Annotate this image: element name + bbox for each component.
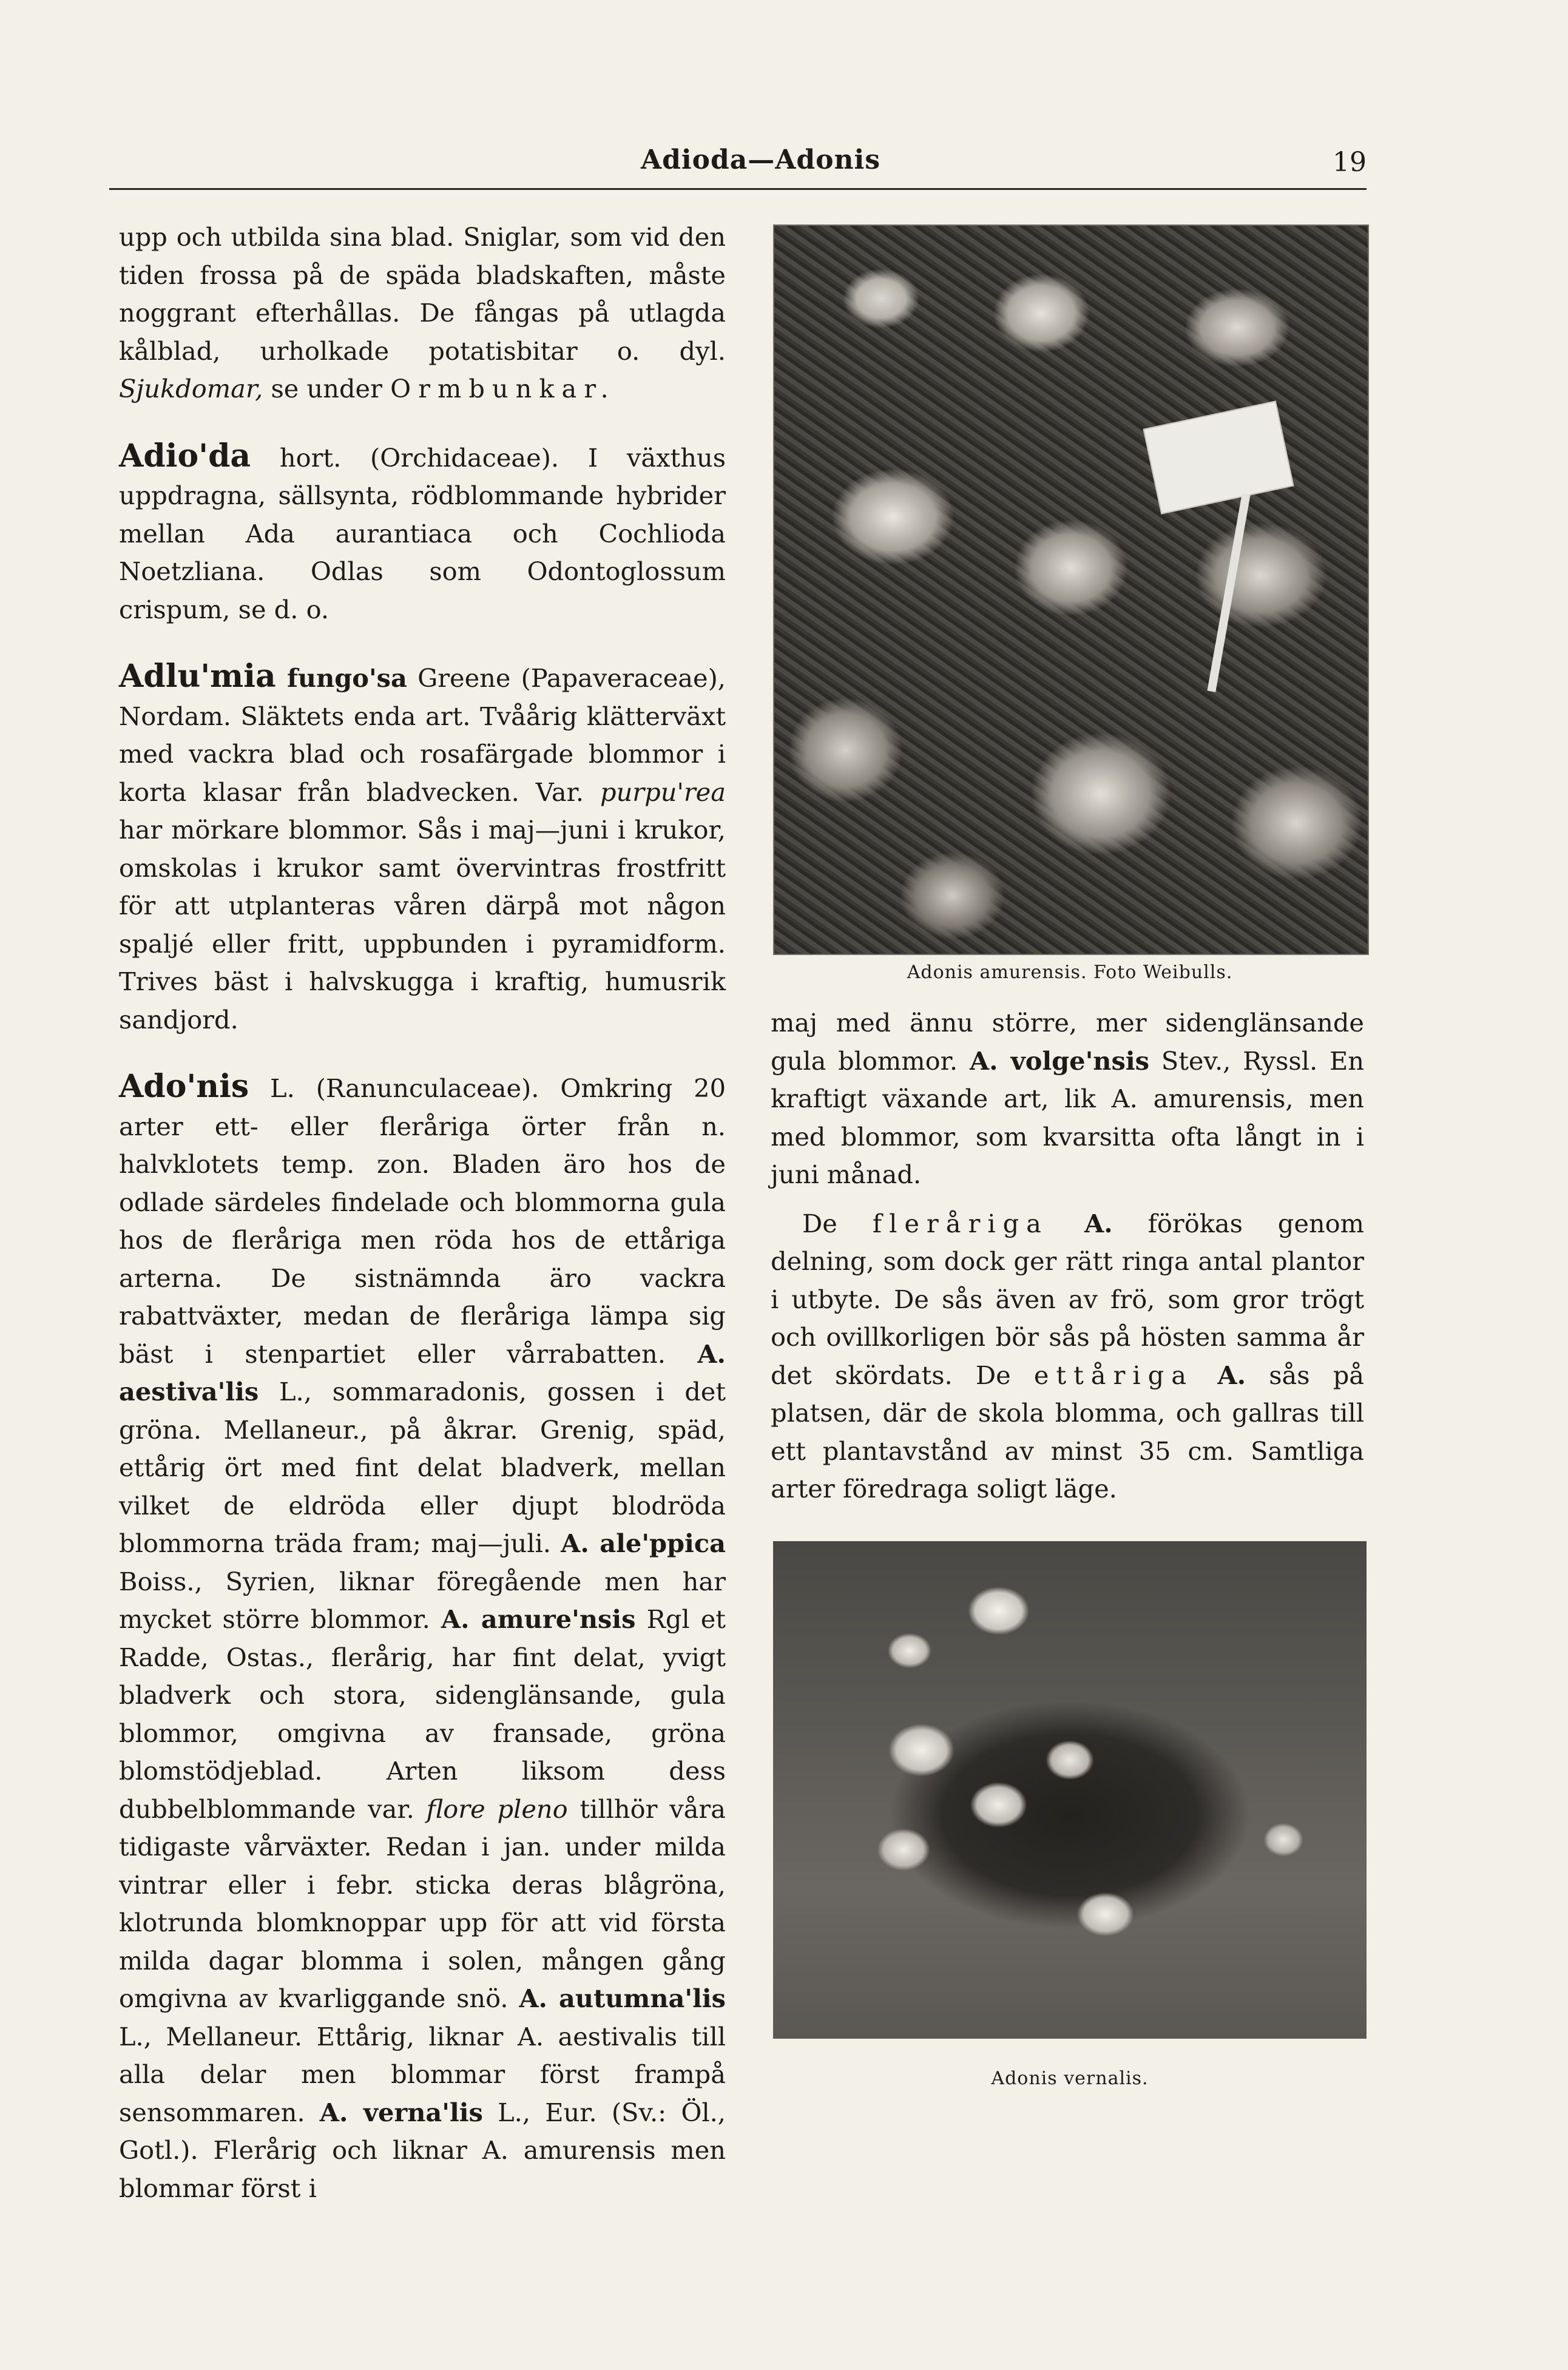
plant-label-sign [1143,400,1294,514]
left-column [119,218,726,2207]
photo-caption: Adonis vernalis. [991,2068,1149,2089]
page-number: 19 [1333,147,1367,178]
paragraph-propagation: De fleråriga A. förökas genom delning, som dock ger rätt ringa antal plantor i utbyte. De sås även av frö, som gror trögt och ovillkorligen bör sås på hösten samma år det skördats. De ettåriga A. sås på platsen, där de skola blomma, och gallras till ett plantavstånd av minst 35 cm. Samtliga arter föredraga soligt läge. [771,1208,1365,1504]
photo-adonis-vernalis [773,1541,1367,2039]
entry-headword: Adlu'mia [119,658,276,695]
header-rule [109,188,1367,190]
photo-caption: Adonis amurensis. Foto Weibulls. [907,962,1233,983]
running-title: Adioda—Adonis [641,144,880,175]
plant-label-stick [1207,493,1250,692]
entry-headword: Adio'da [119,437,251,474]
entry-adlumia: Adlu'mia fungo'sa Greene (Papaveraceae), Nordam. Släktets enda art. Tvåårig klätterväxt med vackra blad och rosafärgade blommor i korta klasar från bladvecken. Var. purpu'rea har mörkare blommor. Sås i maj—juni i krukor, omskolas i krukor samt övervintras frostfritt för att utplanteras våren därpå mot någon spaljé eller fritt, uppbunden i pyramidform. Trives bäst i halvskugga i kraftig, humusrik sandjord. [119,658,726,1035]
paragraph-continuation: maj med ännu större, mer sidenglänsande gula blommor. A. volge'nsis Stev., Ryssl. En kraftigt växande art, lik A. amurensis, men med blommor, som kvarsitta ofta långt in i juni månad. [771,1008,1364,1189]
entry-adioda: Adio'da hort. (Orchidaceae). I växthus uppdragna, sällsynta, rödblommande hybrider mellan Ada aurantiaca och Cochlioda Noetzliana. Odlas som Odontoglossum crispum, se d. o. [119,437,726,624]
entry-headword: Ado'nis [119,1068,249,1105]
photo-adonis-amurensis [773,225,1369,955]
running-header [109,144,1367,187]
paragraph-continuation: upp och utbilda sina blad. Sniglar, som vid den tiden frossa på de späda bladskaften, måste noggrant efterhållas. De fångas på utlagda kålblad, urholkade potatisbitar o. dyl. Sjukdomar, se under Ormbunkar. [119,222,726,403]
right-column [771,1004,1364,1508]
entry-adonis: Ado'nis L. (Ranunculaceae). Omkring 20 arter ett- eller fleråriga örter från n. halvklotets temp. zon. Bladen äro hos de odlade särdeles findelade och blommorna gula hos de fleråriga men röda hos de ettåriga arterna. De sistnämnda äro vackra rabattväxter, medan de fleråriga lämpa sig bäst i stenpartiet eller vårrabatten. A. aestiva'lis L., sommaradonis, gossen i det gröna. Mellaneur., på åkrar. Grenig, späd, ettårig ört med fint delat bladverk, mellan vilket de eldröda eller djupt blodröda blommorna träda fram; maj—juli. A. ale'ppica Boiss., Syrien, liknar föregående men har mycket större blommor. A. amure'nsis Rgl et Radde, Ostas., flerårig, har fint delat, yvigt bladverk och stora, sidenglänsande, gula blommor, omgivna av fransade, gröna blomstödjeblad. Arten liksom dess dubbelblommande var. flore pleno tillhör våra tidigaste vårväxter. Redan i jan. under milda vintrar eller i febr. sticka deras blågröna, klotrunda blomknoppar upp för att vid första milda dagar blomma i solen, mången gång omgivna av kvarliggande snö. A. autumna'lis L., Mellaneur. Ettårig, liknar A. aestivalis till alla delar men blommar först frampå sensommaren. A. verna'lis L., Eur. (Sv.: Öl., Gotl.). Flerårig och liknar A. amurensis men blommar först i [119,1068,726,2203]
